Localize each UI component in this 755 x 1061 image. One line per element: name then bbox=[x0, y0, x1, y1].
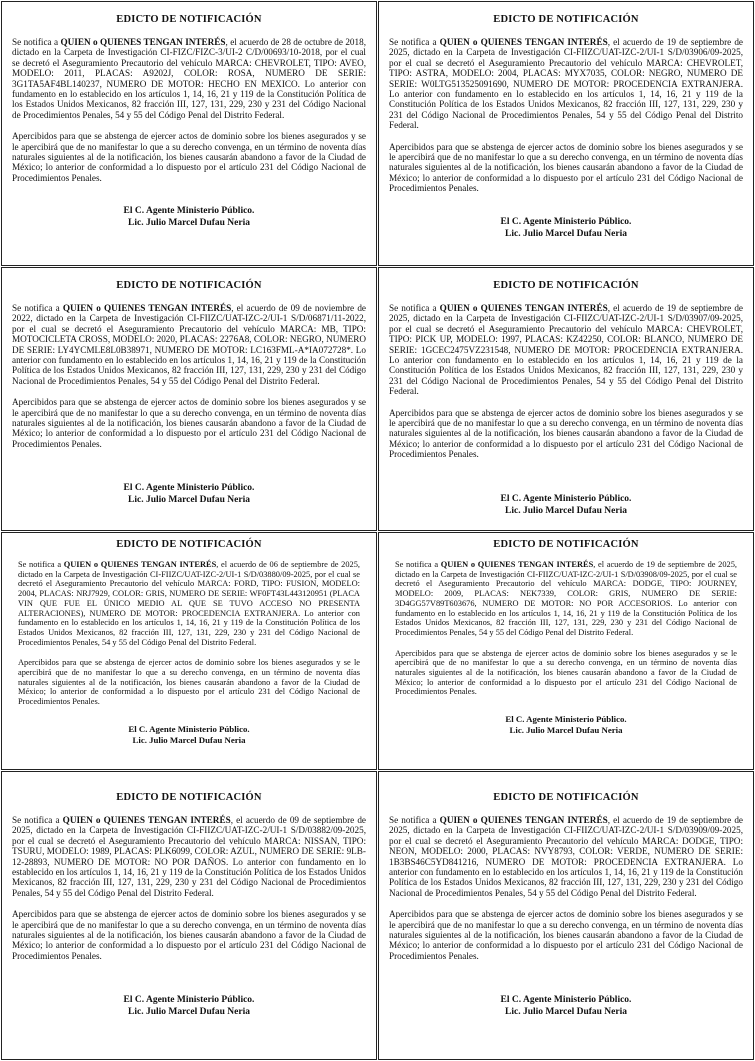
notice-body bbox=[12, 815, 366, 898]
signature-role: El C. Agente Ministerio Público. bbox=[123, 206, 255, 217]
notice-intro: Se notifica a bbox=[12, 303, 63, 313]
signature-block bbox=[389, 493, 743, 517]
signature-role: El C. Agente Ministerio Público. bbox=[505, 714, 627, 725]
notice-body bbox=[389, 37, 743, 131]
signature-name: Lic. Julio Marcel Dufau Neria bbox=[128, 1007, 250, 1018]
notice-intro: Se notifica a bbox=[12, 815, 63, 825]
signature-role: El C. Agente Ministerio Público. bbox=[500, 493, 632, 504]
notice-body bbox=[12, 37, 366, 120]
notice-addressee: QUIEN o QUIENES TENGAN INTERÉS bbox=[62, 815, 231, 825]
notice-body-text: , el acuerdo de 06 de septiembre de 2025, dictado en la Carpeta de Investigación CI-FIIZC/UAT-IZC-2/UI-1 S/D/03880/09-2025, por el cual se decretó el Aseguramiento Precautorio del vehículo MARCA: FORD, TIPO: FUSION, MODELO: 2004, PLACAS: NRJ7929, COLOR: GRIS, NUMERO DE SERIE: WF0FT43L443120951 (PLACA VIN QUE FUE EL ÚNICO MEDIO AL QUE SE TUVO ACCESO NO PRESENTA ALTERACIONES), NUMERO DE MOTOR: PROCEDENCIA EXTRANJERA. Lo anterior con fundamento en lo establecido en los artículos 1, 14, 16, 21 y 119 de la Constitución Política de los Estados Unidos Mexicanos, 82 fracción III, 127, 131, 229, 230 y 231 del Código Nacional de Procedimientos Penales, 54 y 55 del Código Penal del Distrito Federal. bbox=[18, 560, 360, 647]
notice-body-text: , el acuerdo de 19 de septiembre de 2025, dictado en la Carpeta de Investigación CI-FIIZC/UAT-IZC-2/UI-1 S/D/03906/09-2025, por el cual se decretó el Aseguramiento Precautorio del vehículo MARCA: CHEVROLET, TIPO: ASTRA, MODELO: 2004, PLACAS: MYX7035, COLOR: NEGRO, NUMERO DE SERIE: W0LTG513525091690, NUMERO DE MOTOR: PROCEDENCIA EXTRANJERA. Lo anterior con fundamento en lo establecido en los artículos 1, 14, 16, 21 y 119 de la Constitución Política de los Estados Unidos Mexicanos, 82 fracción III, 127, 131, 229, 230 y 231 del Código Nacional de Procedimientos Penales, 54 y 55 del Código Penal del Distrito Federal. bbox=[389, 37, 743, 131]
signature-name: Lic. Julio Marcel Dufau Neria bbox=[128, 218, 250, 229]
notice-body bbox=[389, 815, 743, 898]
signature-block bbox=[12, 482, 366, 506]
notice-intro: Se notifica a bbox=[389, 815, 440, 825]
signature-role: El C. Agente Ministerio Público. bbox=[123, 995, 255, 1006]
signature-name: Lic. Julio Marcel Dufau Neria bbox=[505, 505, 627, 516]
notice-title: EDICTO DE NOTIFICACIÓN bbox=[493, 539, 639, 550]
edict-notice bbox=[1, 771, 377, 1060]
notice-warning: Apercibidos para que se abstenga de ejercer actos de dominio sobre los bienes asegurados y se le apercibirá que de no manifestar lo que a su derecho convenga, en un término de noventa días naturales siguientes al de la notificación, los bienes causarán abandono a favor de la Ciudad de México; lo anterior de conformidad a lo dispuesto por el artículo 231 del Código Nacional de Procedimientos Penales. bbox=[395, 648, 737, 697]
signature-name: Lic. Julio Marcel Dufau Neria bbox=[509, 725, 623, 736]
notice-addressee: QUIEN o QUIENES TENGAN INTERÉS bbox=[439, 303, 608, 313]
notice-warning: Apercibidos para que se abstenga de ejercer actos de dominio sobre los bienes asegurados y se le apercibirá que de no manifestar lo que a su derecho convenga, en un término de noventa días naturales siguientes al de la notificación, los bienes causarán abandono a favor de la Ciudad de México; lo anterior de conformidad a lo dispuesto por el artículo 231 del Código Nacional de Procedimientos Penales. bbox=[389, 909, 743, 961]
notice-intro: Se notifica a bbox=[12, 37, 61, 47]
signature-block bbox=[12, 205, 366, 229]
notice-body bbox=[389, 303, 743, 397]
signature-role: El C. Agente Ministerio Público. bbox=[128, 723, 250, 734]
notice-body-text: , el acuerdo de 19 de septiembre de 2025, dictado en la Carpeta de Investigación CI-FIIZC/UAT-IZC-2/UI-1 S/D/03907/09-2025, por el cual se decretó el Aseguramiento Precautorio del vehículo MARCA: CHEVROLET, TIPO: PICK UP, MODELO: 1997, PLACAS: KZ42250, COLOR: BLANCO, NUMERO DE SERIE: 1GCEC2475VZ231548, NUMERO DE MOTOR: PROCEDENCIA EXTRANJERA. Lo anterior con fundamento en lo establecido en los artículos 1, 14, 16, 21 y 119 de la Constitución Política de los Estados Unidos Mexicanos, 82 fracción III, 127, 131, 229, 230 y 231 del Código Nacional de Procedimientos Penales, 54 y 55 del Código Penal del Distrito Federal. bbox=[389, 303, 743, 397]
edict-notice bbox=[378, 1, 754, 266]
signature-role: El C. Agente Ministerio Público. bbox=[500, 216, 632, 227]
notice-warning: Apercibidos para que se abstenga de ejercer actos de dominio sobre los bienes asegurados y se le apercibirá que de no manifestar lo que a su derecho convenga, en un término de noventa días naturales siguientes al de la notificación, los bienes causarán abandono a favor de la Ciudad de México; lo anterior de conformidad a lo dispuesto por el artículo 231 del Código Nacional de Procedimientos Penales. bbox=[389, 141, 743, 194]
edict-notice bbox=[378, 532, 754, 770]
notice-title: EDICTO DE NOTIFICACIÓN bbox=[493, 280, 639, 291]
notice-body-text: , el acuerdo de 19 de septiembre de 2025, dictado en la Carpeta de Investigación CI-FIIZC/UAT-IZC-2/UI-1 S/D/03909/09-2025, por el cual se decretó el Aseguramiento Precautorio del vehículo MARCA: DODGE, TIPO: NEON, MODELO: 2000, PLACAS: NVY8793, COLOR: VERDE, NUMERO DE SERIE: 1B3BS46C5YD841216, NUMERO DE MOTOR: PROCEDENCIA EXTRANJERA. Lo anterior con fundamento en lo establecido en los artículos 1, 14, 16, 21 y 119 de la Constitución Política de los Estados Unidos Mexicanos, 82 fracción III, 127, 131, 229, 230 y 231 del Código Nacional de Procedimientos Penales, 54 y 55 del Código Penal del Distrito Federal. bbox=[389, 815, 743, 898]
signature-name: Lic. Julio Marcel Dufau Neria bbox=[505, 228, 627, 239]
signature-block bbox=[389, 994, 743, 1018]
signature-block bbox=[389, 714, 743, 736]
notice-intro: Se notifica a bbox=[389, 37, 440, 47]
edict-notice bbox=[1, 267, 377, 531]
notice-addressee: QUIEN o QUIENES TENGAN INTERÉS bbox=[440, 560, 594, 569]
notice-body-text: , el acuerdo de 09 de septiembre de 2025, dictado en la Carpeta de Investigación CI-FIIZC/UAT-IZC-2/UI-1 S/D/03882/09-2025, por el cual se decretó el Aseguramiento Precautorio del vehículo MARCA: NISSAN, TIPO: TSURU, MODELO: 1989, PLACAS: PLK6099, COLOR: AZUL, NUMERO DE SERIE: 9LB-12-28893, NUMERO DE MOTOR: NO POR DAÑOS. Lo anterior con fundamento en lo establecido en los artículos 1, 14, 16, 21 y 119 de la Constitución Política de los Estados Unidos Mexicanos, 82 fracción III, 127, 131, 229, 230 y 231 del Código Nacional de Procedimientos Penales, 54 y 55 del Código Penal del Distrito Federal. bbox=[12, 815, 366, 898]
notice-intro: Se notifica a bbox=[395, 560, 441, 569]
signature-role: El C. Agente Ministerio Público. bbox=[123, 483, 255, 494]
signature-name: Lic. Julio Marcel Dufau Neria bbox=[505, 1007, 627, 1018]
notice-addressee: QUIEN o QUIENES TENGAN INTERÉS bbox=[439, 815, 608, 825]
notice-body-text: , el acuerdo de 28 de octubre de 2018, dictado en la Carpeta de Investigación CI-FIZC/FIZC-3/UI-2 C/D/00693/10-2018, por el cual se decretó el Aseguramiento Precautorio del vehículo MARCA: CHEVROLET, TIPO: AVEO, MODELO: 2011, PLACAS: A9202J, COLOR: ROSA, NUMERO DE SERIE: 3G1TA5AF4BL140237, NUMERO DE MOTOR: HECHO EN MEXICO. Lo anterior con fundamento en lo establecido en los artículos 1, 14, 16, 21 y 119 de la Constitución Política de los Estados Unidos Mexicanos, 82 fracción III, 127, 131, 229, 230 y 231 del Código Nacional de Procedimientos Penales, 54 y 55 del Código Penal del Distrito Federal. bbox=[12, 37, 366, 120]
edict-notice bbox=[1, 1, 377, 266]
notice-warning: Apercibidos para que se abstenga de ejercer actos de dominio sobre los bienes asegurados y se le apercibirá que de no manifestar lo que a su derecho convenga, en un término de noventa días naturales siguientes al de la notificación, los bienes causarán abandono a favor de la Ciudad de México; lo anterior de conformidad a lo dispuesto por el artículo 231 del Código Nacional de Procedimientos Penales. bbox=[18, 658, 360, 707]
notice-addressee: QUIEN o QUIENES TENGAN INTERÉS bbox=[439, 37, 608, 47]
notice-title: EDICTO DE NOTIFICACIÓN bbox=[116, 280, 262, 291]
signature-block bbox=[12, 994, 366, 1018]
notice-warning: Apercibidos para que se abstenga de ejercer actos de dominio sobre los bienes asegurados y se le apercibirá que de no manifestar lo que a su derecho convenga, en un término de noventa días naturales siguientes al de la notificación, los bienes causarán abandono a favor de la Ciudad de México; lo anterior de conformidad a lo dispuesto por el artículo 231 del Código Nacional de Procedimientos Penales. bbox=[389, 407, 743, 460]
notice-warning: Apercibidos para que se abstenga de ejercer actos de dominio sobre los bienes asegurados y se le apercibirá que de no manifestar lo que a su derecho convenga, en un término de noventa días naturales siguientes al de la notificación, los bienes causarán abandono a favor de la Ciudad de México; lo anterior de conformidad a lo dispuesto por el artículo 231 del Código Nacional de Procedimientos Penales. bbox=[12, 909, 366, 961]
notice-warning: Apercibidos para que se abstenga de ejercer actos de dominio sobre los bienes asegurados y se le apercibirá que de no manifestar lo que a su derecho convenga, en un término de noventa días naturales siguientes al de la notificación, los bienes causarán abandono a favor de la Ciudad de México; lo anterior de conformidad a lo dispuesto por el artículo 231 del Código Nacional de Procedimientos Penales. bbox=[12, 131, 366, 183]
signature-block bbox=[12, 724, 366, 746]
signature-block bbox=[389, 216, 743, 240]
edict-notice bbox=[378, 771, 754, 1060]
notice-body-text: , el acuerdo de 09 de noviembre de 2022, dictado en la Carpeta de Investigación CI-FIIZC/UAT-IZC-2/UI-1 S/D/06871/11-2022, por el cual se decretó el Aseguramiento Precautorio del vehículo MARCA: MB, TIPO: MOTOCICLETA CROSS, MODELO: 2020, PLACAS: 2276A8, COLOR: NEGRO, NUMERO DE SERIE: LY4YCMLE8L0B38971, NUMERO DE MOTOR: LC163FML-A*IA072728*. Lo anterior con fundamento en lo establecido en los artículos 1, 14, 16, 21 y 119 de la Constitución Política de los Estados Unidos Mexicanos, 82 fracción III, 127, 131, 229, 230 y 231 del Código Nacional de Procedimientos Penales, 54 y 55 del Código Penal del Distrito Federal. bbox=[12, 303, 366, 386]
notice-title: EDICTO DE NOTIFICACIÓN bbox=[493, 792, 639, 803]
notice-addressee: QUIEN o QUIENES TENGAN INTERÉS bbox=[60, 37, 226, 47]
notice-body bbox=[12, 303, 366, 386]
notice-intro: Se notifica a bbox=[18, 560, 64, 569]
notice-title: EDICTO DE NOTIFICACIÓN bbox=[116, 14, 262, 25]
notice-intro: Se notifica a bbox=[389, 303, 440, 313]
edict-notice bbox=[1, 532, 377, 770]
notice-warning: Apercibidos para que se abstenga de ejercer actos de dominio sobre los bienes asegurados y se le apercibirá que de no manifestar lo que a su derecho convenga, en un término de noventa días naturales siguientes al de la notificación, los bienes causarán abandono a favor de la Ciudad de México; lo anterior de conformidad a lo dispuesto por el artículo 231 del Código Nacional de Procedimientos Penales. bbox=[12, 397, 366, 449]
notice-body bbox=[389, 560, 743, 638]
signature-name: Lic. Julio Marcel Dufau Neria bbox=[128, 495, 250, 506]
notice-body-text: , el acuerdo de 19 de septiembre de 2025, dictado en la Carpeta de Investigación CI-FIIZC/UAT-IZC-2/UI-1 S/D/03908/09-2025, por el cual se decretó el Aseguramiento Precautorio del vehículo MARCA: DODGE, TIPO: JOURNEY, MODELO: 2009, PLACAS: NEK7339, COLOR: GRIS, NUMERO DE SERIE: 3D4GG57V89T603676, NUMERO DE MOTOR: NO POR ACCESORIOS. Lo anterior con fundamento en lo establecido en los artículos 1, 14, 16, 21 y 119 de la Constitución Política de los Estados Unidos Mexicanos, 82 fracción III, 127, 131, 229, 230 y 231 del Código Nacional de Procedimientos Penales, 54 y 55 del Código Penal del Distrito Federal. bbox=[395, 560, 737, 637]
notice-title: EDICTO DE NOTIFICACIÓN bbox=[116, 792, 262, 803]
notice-body bbox=[12, 560, 366, 647]
edict-notice bbox=[378, 267, 754, 531]
notice-title: EDICTO DE NOTIFICACIÓN bbox=[116, 539, 262, 550]
notice-addressee: QUIEN o QUIENES TENGAN INTERÉS bbox=[63, 560, 217, 569]
signature-role: El C. Agente Ministerio Público. bbox=[500, 995, 632, 1006]
signature-name: Lic. Julio Marcel Dufau Neria bbox=[132, 734, 246, 745]
notice-addressee: QUIEN o QUIENES TENGAN INTERÉS bbox=[62, 303, 232, 313]
notice-title: EDICTO DE NOTIFICACIÓN bbox=[493, 14, 639, 25]
